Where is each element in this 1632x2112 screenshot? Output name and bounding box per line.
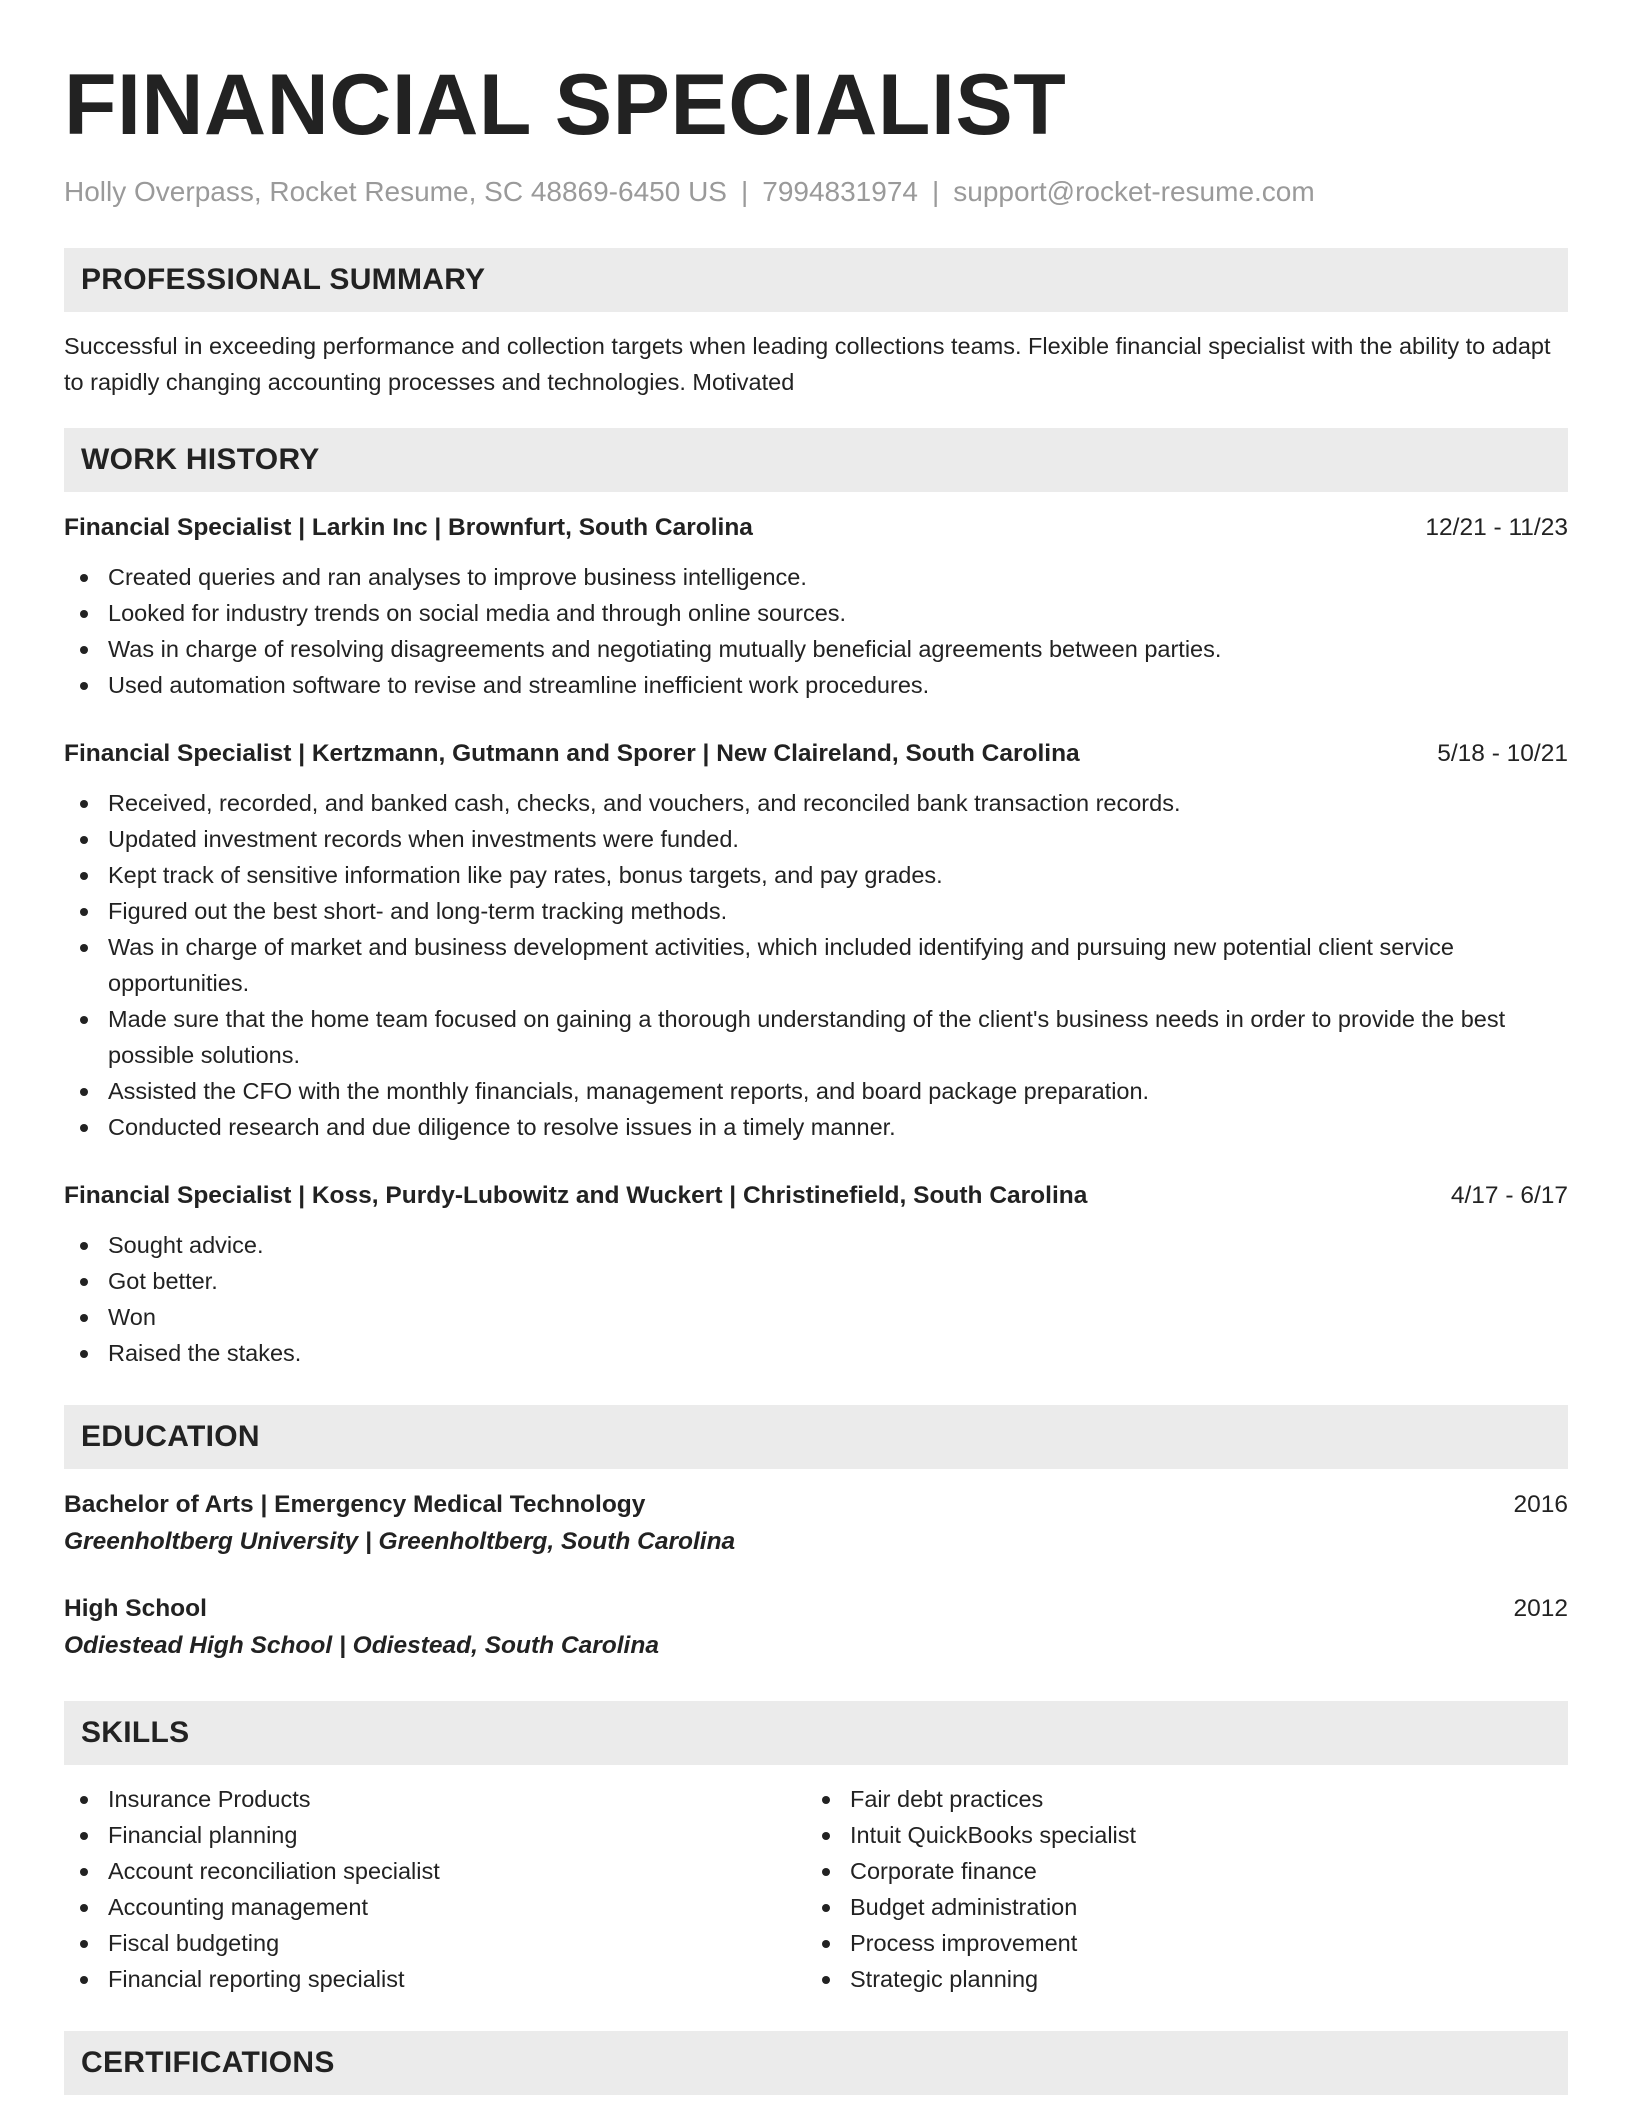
skills-columns xyxy=(64,1781,1568,1997)
resume-content xyxy=(64,58,1568,2095)
job-bullet: Was in charge of market and business development activities, which included identifying and pursuing new potential client service opportunities. xyxy=(64,929,1568,1001)
job-bullet: Received, recorded, and banked cash, checks, and vouchers, and reconciled bank transaction records. xyxy=(64,785,1568,821)
job-bullet: Used automation software to revise and streamline inefficient work procedures. xyxy=(64,667,1568,703)
job-bullet: Conducted research and due diligence to resolve issues in a timely manner. xyxy=(64,1109,1568,1145)
job-bullets xyxy=(64,785,1568,1145)
job-header xyxy=(64,736,1568,772)
job-dates: 12/21 - 11/23 xyxy=(1425,514,1568,541)
skill-item: Fair debt practices xyxy=(806,1781,1548,1817)
skill-item: Corporate finance xyxy=(806,1853,1548,1889)
section-header-summary: PROFESSIONAL SUMMARY xyxy=(64,248,1568,312)
job-entry xyxy=(64,510,1568,703)
skills-list-right xyxy=(806,1781,1548,1997)
job-dates: 5/18 - 10/21 xyxy=(1437,740,1568,767)
job-bullet: Updated investment records when investments were funded. xyxy=(64,821,1568,857)
skill-item: Financial planning xyxy=(64,1817,806,1853)
skills-list-left xyxy=(64,1781,806,1997)
job-bullet: Looked for industry trends on social media and through online sources. xyxy=(64,595,1568,631)
job-entry xyxy=(64,736,1568,1145)
job-dates: 4/17 - 6/17 xyxy=(1450,1182,1568,1209)
contact-separator: | xyxy=(740,176,749,207)
education-school: Greenholtberg University | Greenholtberg, South Carolina xyxy=(64,1528,736,1555)
job-bullet: Created queries and ran analyses to improve business intelligence. xyxy=(64,559,1568,595)
section-header-certifications: CERTIFICATIONS xyxy=(64,2031,1568,2095)
skill-item: Budget administration xyxy=(806,1889,1548,1925)
resume-name-title: FINANCIAL SPECIALIST xyxy=(64,57,1067,153)
skill-item: Fiscal budgeting xyxy=(64,1925,806,1961)
education-year: 2012 xyxy=(1513,1595,1568,1622)
section-header-education: EDUCATION xyxy=(64,1405,1568,1469)
job-bullet: Figured out the best short- and long-term tracking methods. xyxy=(64,893,1568,929)
job-bullet: Won xyxy=(64,1299,1568,1335)
education-school: Odiestead High School | Odiestead, South Carolina xyxy=(64,1632,659,1659)
education-entry xyxy=(64,1591,1568,1665)
job-entry xyxy=(64,1178,1568,1371)
section-header-skills: SKILLS xyxy=(64,1701,1568,1765)
job-bullet: Sought advice. xyxy=(64,1227,1568,1263)
education-header xyxy=(64,1591,1568,1627)
education-header xyxy=(64,1487,1568,1523)
job-bullet: Got better. xyxy=(64,1263,1568,1299)
contact-separator: | xyxy=(931,176,940,207)
contact-phone: 7994831974 xyxy=(762,176,918,207)
education-degree: High School xyxy=(64,1595,207,1622)
education-year: 2016 xyxy=(1513,1491,1568,1518)
job-bullets xyxy=(64,559,1568,703)
job-bullets xyxy=(64,1227,1568,1371)
job-bullet: Kept track of sensitive information like pay rates, bonus targets, and pay grades. xyxy=(64,857,1568,893)
education-degree: Bachelor of Arts | Emergency Medical Technology xyxy=(64,1491,646,1518)
skill-item: Strategic planning xyxy=(806,1961,1548,1997)
job-header xyxy=(64,510,1568,546)
skill-item: Insurance Products xyxy=(64,1781,806,1817)
skill-item: Account reconciliation specialist xyxy=(64,1853,806,1889)
education-entry xyxy=(64,1487,1568,1561)
job-title: Financial Specialist | Larkin Inc | Brownfurt, South Carolina xyxy=(64,514,753,541)
job-title: Financial Specialist | Kertzmann, Gutmann and Sporer | New Claireland, South Carolina xyxy=(64,740,1080,767)
summary-text: Successful in exceeding performance and collection targets when leading collections teams. Flexible financial specialist with the ability to adapt to rapidly changing accounting processes and technologies. Motivated xyxy=(64,333,1551,395)
contact-line xyxy=(64,174,1568,210)
job-bullet: Raised the stakes. xyxy=(64,1335,1568,1371)
job-title: Financial Specialist | Koss, Purdy-Lubowitz and Wuckert | Christinefield, South Carolina xyxy=(64,1182,1088,1209)
job-bullet: Assisted the CFO with the monthly financials, management reports, and board package preparation. xyxy=(64,1073,1568,1109)
contact-address: Holly Overpass, Rocket Resume, SC 48869-6450 US xyxy=(64,176,727,207)
skill-item: Process improvement xyxy=(806,1925,1548,1961)
job-bullet: Made sure that the home team focused on gaining a thorough understanding of the client's business needs in order to provide the best possible solutions. xyxy=(64,1001,1568,1073)
section-header-work-history: WORK HISTORY xyxy=(64,428,1568,492)
skill-item: Intuit QuickBooks specialist xyxy=(806,1817,1548,1853)
skill-item: Financial reporting specialist xyxy=(64,1961,806,1997)
job-bullet: Was in charge of resolving disagreements and negotiating mutually beneficial agreements between parties. xyxy=(64,631,1568,667)
job-header xyxy=(64,1178,1568,1214)
contact-email: support@rocket-resume.com xyxy=(953,176,1315,207)
skill-item: Accounting management xyxy=(64,1889,806,1925)
